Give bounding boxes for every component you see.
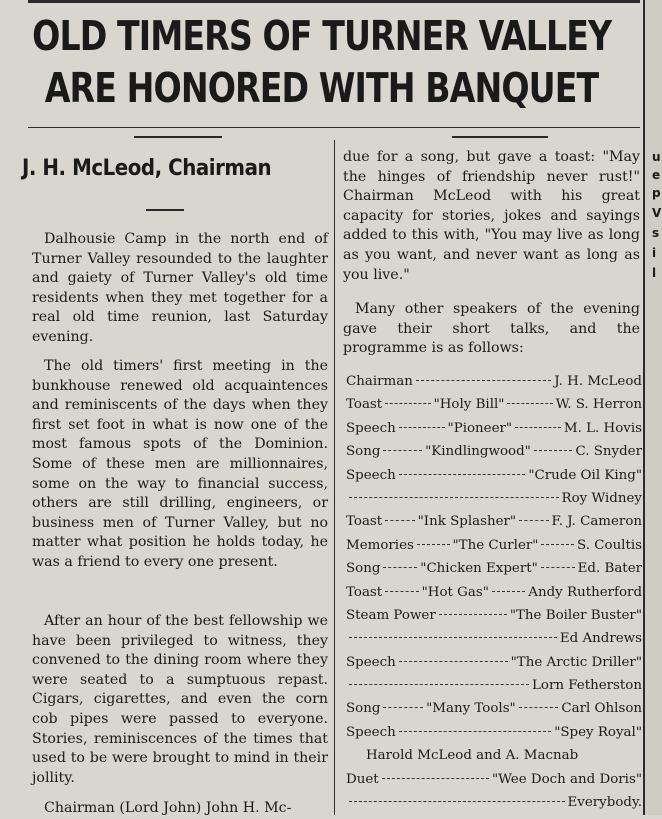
programme-item-title: "Kindlingwood" — [425, 444, 531, 460]
programme-item-type: Memories — [346, 537, 414, 553]
leader-dots — [383, 567, 417, 568]
programme-performer: J. H. McLeod — [554, 374, 642, 389]
programme-performer: Ed. Bater — [577, 561, 643, 577]
programme-item-title: "Crude Oil King" — [528, 467, 642, 483]
leader-dots — [385, 403, 430, 404]
programme-item-type: Speech — [346, 724, 396, 740]
programme-item-type: Toast — [346, 397, 383, 413]
leader-dots — [492, 591, 525, 592]
programme-item-title: "Hot Gas" — [421, 584, 489, 600]
leader-dots — [417, 544, 450, 545]
programme-row — [346, 604, 642, 627]
headline-line-1: OLD TIMERS OF TURNER VALLEY — [32, 12, 612, 60]
programme-item-title: "Spey Royal" — [554, 724, 642, 740]
leader-dots — [541, 567, 575, 568]
leader-dots — [399, 427, 445, 428]
programme-performer: Andy Rutherford — [528, 584, 643, 600]
programme-performer: F. J. Cameron — [551, 514, 643, 530]
leader-dots — [399, 474, 526, 475]
programme-item-type: Speech — [346, 467, 396, 483]
leader-dots — [385, 520, 414, 521]
leader-dots — [349, 637, 557, 638]
leader-dots — [399, 731, 551, 732]
edge-letter: e — [652, 168, 661, 182]
programme-row — [346, 768, 642, 791]
programme-item-type: Toast — [346, 514, 383, 530]
programme-item-type: Song — [346, 561, 381, 577]
column-divider — [334, 140, 335, 815]
leader-dots — [515, 427, 561, 428]
programme-performer: Lorn Fetherston — [532, 678, 642, 694]
programme-performer: W. S. Herron — [555, 397, 643, 413]
programme-item-title: "The Arctic Driller" — [510, 654, 642, 670]
column2-paragraph-1: due for a song, but gave a toast: "May the hinges of friendship never rust!" Chairman McLeod with his great capacity for stories, jokes and sayings added to this with, "You may live as long as you want, and never want as long as you live." — [343, 149, 640, 283]
programme-row — [346, 370, 642, 393]
programme-performer: Ed Andrews — [559, 631, 642, 647]
programme-item-title: "Wee Doch and Doris" — [491, 771, 642, 787]
programme-row — [346, 674, 642, 697]
adjacent-column-edge — [643, 0, 662, 815]
programme-item-title: "Ink Splasher" — [417, 514, 517, 530]
programme-performers: Harold McLeod and A. Macnab — [366, 748, 579, 764]
programme-item-title: "Holy Bill" — [433, 397, 505, 413]
leader-dots — [439, 614, 507, 615]
programme-row — [346, 697, 642, 720]
programme-row — [346, 534, 642, 557]
programme-performer: S. Coultis — [577, 537, 643, 553]
edge-letter: V — [652, 206, 662, 220]
leader-dots — [416, 380, 551, 381]
programme-performer: Everybody. — [567, 795, 642, 811]
ornament-dash-right — [452, 136, 548, 138]
programme-list — [346, 370, 642, 814]
programme-item-type: Song — [346, 701, 381, 717]
edge-letter: p — [652, 186, 661, 200]
leader-dots — [399, 661, 508, 662]
programme-item-type: Toast — [346, 584, 383, 600]
programme-row — [346, 464, 642, 487]
leader-dots — [349, 801, 565, 802]
headline-rule — [28, 127, 640, 128]
programme-row — [346, 721, 642, 744]
leader-dots — [507, 403, 552, 404]
programme-performer: M. L. Hovis — [563, 420, 642, 436]
column2-paragraph-2: Many other speakers of the evening gave their short talks, and the programme is as follows: — [343, 301, 640, 357]
programme-item-title: "The Boiler Buster" — [509, 607, 642, 623]
programme-row — [346, 417, 642, 440]
leader-dots — [519, 707, 559, 708]
programme-item-type: Duet — [346, 771, 379, 787]
programme-item-type: Speech — [346, 654, 396, 670]
programme-performer: Carl Ohlson — [561, 701, 643, 717]
programme-item-type: Song — [346, 444, 381, 460]
programme-item-type: Steam Power — [346, 607, 436, 623]
programme-item-title: "Many Tools" — [426, 701, 516, 717]
programme-row — [346, 440, 642, 463]
leader-dots — [382, 778, 489, 779]
edge-letter: s — [652, 226, 660, 240]
column1-paragraph-3: After an hour of the best fellowship we have been privileged to witness, they convened to the dining room where they were seated to a sumptuous repast. Cigars, cigarettes, and even the corn cob pipes were passed to everyone. Stories, reminiscences of the times that used to be were brought to mind in their jollity. — [32, 613, 328, 786]
edge-letter: l — [652, 266, 657, 280]
subhead-dash — [146, 209, 184, 211]
leader-dots — [541, 544, 574, 545]
ornament-dash-left — [134, 136, 222, 138]
programme-item-title: "The Curler" — [452, 537, 539, 553]
programme-row — [346, 510, 642, 533]
programme-row — [346, 744, 642, 767]
leader-dots — [349, 497, 559, 498]
column1-paragraph-1: Dalhousie Camp in the north end of Turner Valley resounded to the laughter and gaiety of Turner Valley's old time residents when they met together for a real old time reunion, last Saturday evening. — [32, 231, 328, 345]
programme-row — [346, 557, 642, 580]
edge-letter: u — [652, 150, 661, 164]
headline-line-2: ARE HONORED WITH BANQUET — [44, 64, 599, 112]
programme-row — [346, 651, 642, 674]
article-subhead: J. H. McLeod, Chairman — [22, 156, 272, 181]
programme-item-type: Speech — [346, 420, 396, 436]
programme-row — [346, 487, 642, 510]
programme-row — [346, 393, 642, 416]
programme-item-title: "Pioneer" — [447, 420, 513, 436]
edge-letter: i — [652, 246, 657, 260]
programme-row — [346, 581, 642, 604]
leader-dots — [534, 450, 573, 451]
leader-dots — [383, 450, 422, 451]
leader-dots — [519, 520, 548, 521]
leader-dots — [385, 591, 418, 592]
programme-item-title: "Chicken Expert" — [420, 561, 538, 577]
top-rule — [28, 0, 640, 3]
programme-row — [346, 627, 642, 650]
programme-row — [346, 791, 642, 814]
leader-dots — [349, 684, 529, 685]
column1-paragraph-4: Chairman (Lord John) John H. Mc- — [44, 800, 292, 816]
programme-performer: C. Snyder — [575, 444, 642, 460]
leader-dots — [383, 707, 423, 708]
programme-item-type: Chairman — [346, 374, 413, 389]
column1-paragraph-2: The old timers' first meeting in the bunkhouse renewed old acquaintences and reminiscents of the days when they first set foot in what is now one of the most famous spots of the Dominion. Some of these men are millionnaires, some on the way to financial success, others are still drilling, engineers, or business men of Turner Valley, but no matter what position he holds today, he was a friend to every one present. — [32, 358, 328, 570]
programme-performer: Roy Widney — [561, 490, 642, 506]
